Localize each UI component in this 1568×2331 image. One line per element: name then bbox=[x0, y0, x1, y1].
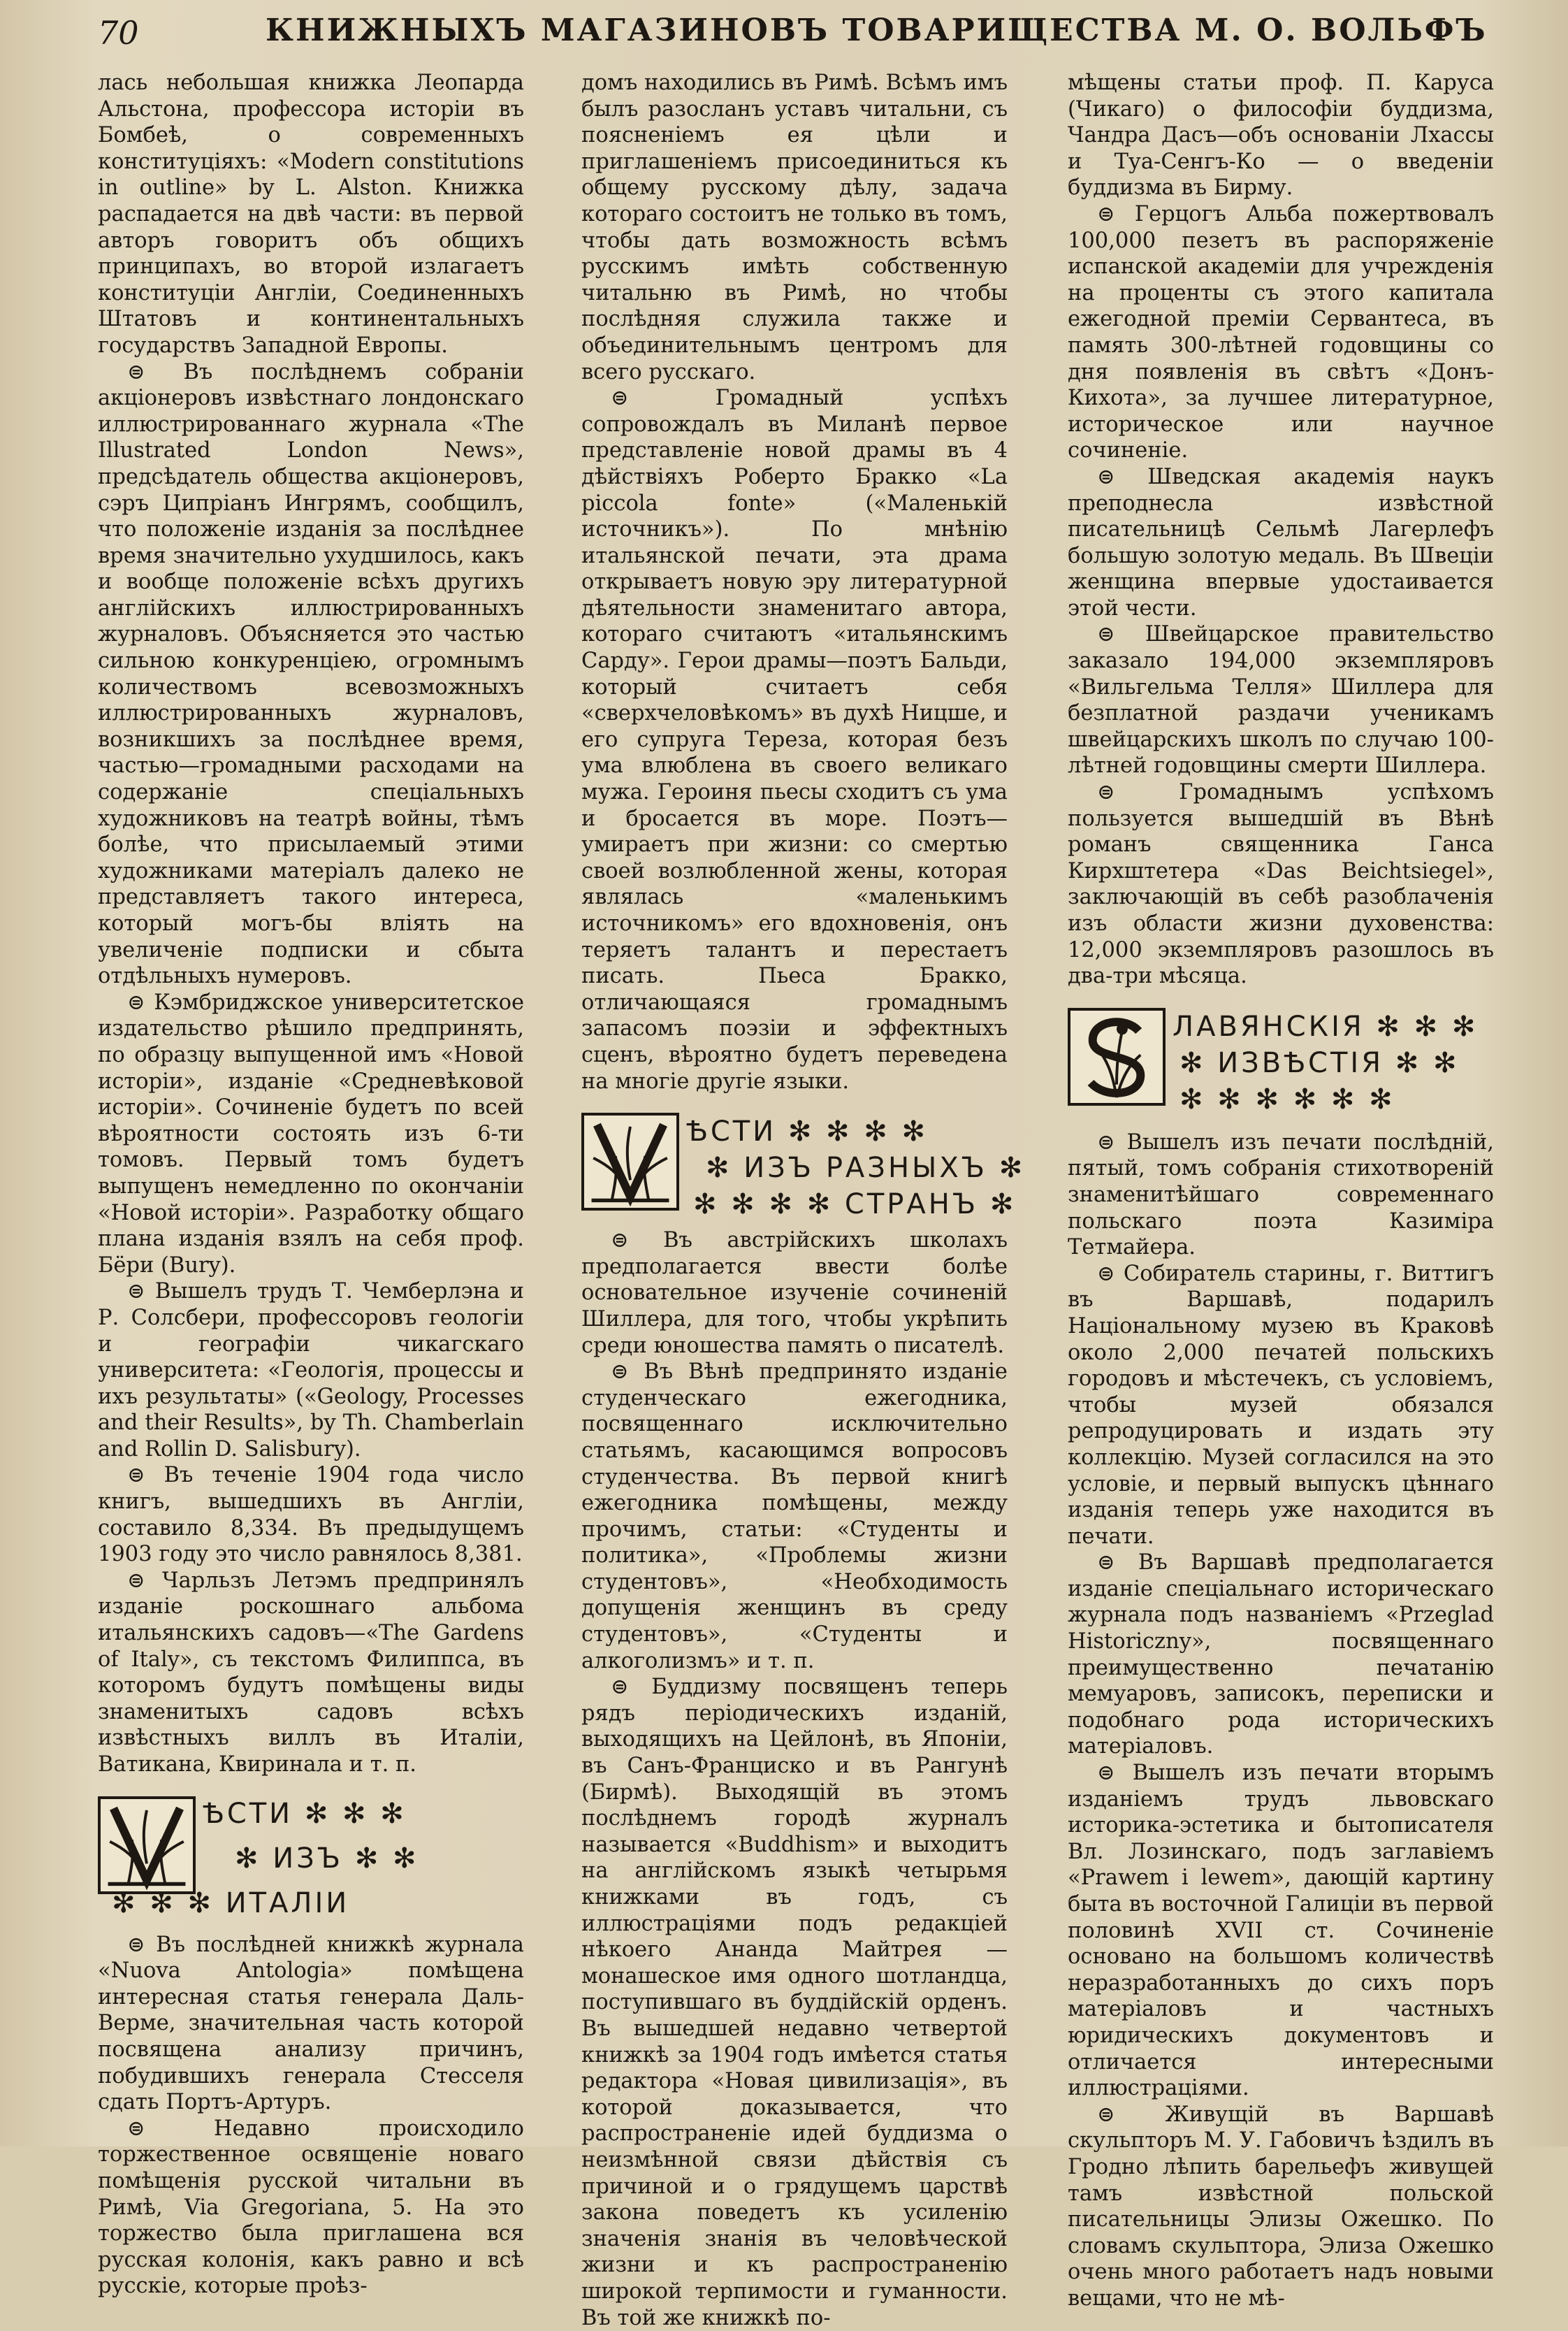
paragraph: ⊜ Буддизму посвященъ теперь рядъ періодическихъ изданій, выходящихъ на Цейлонѣ, въ Японіи, въ Санъ-Франциско и въ Рангунѣ (Бирмѣ). Выходящій въ этомъ послѣднемъ городѣ журналъ называется «Buddhism» и выходитъ на англійскомъ языкѣ четырьмя книжками въ годъ, съ иллюстраціями подъ редакціей нѣкоего Ананда Майтрея — монашеское имя одного шотландца, поступившаго въ буддійскій орденъ. Въ вышедшей недавно четвертой книжкѣ за 1904 годъ имѣется статья редактора «Новая цивилизація», въ которой доказывается, что распространеніе идей буддизма о неизмѣнной связи дѣйствія съ причиной и о грядущемъ царствѣ закона поведетъ къ усиленію значенія знанія въ человѣческой жизни и къ распространенію широкой терпимости и гуманности. Въ той же книжкѣ по- bbox=[581, 1675, 1008, 2330]
heading-line: ✻ ИЗЪ РАЗНЫХЪ ✻ bbox=[706, 1152, 1026, 1185]
paragraph: ⊜ Чарльзъ Летэмъ предпринялъ изданіе роскошнаго альбома итальянскихъ садовъ—«The Gardens of Italy», съ текстомъ Филиппса, въ которомъ будутъ помѣщены виды знаменитыхъ садовъ всѣхъ извѣстныхъ виллъ въ Италіи, Ватикана, Квиринала и т. п. bbox=[98, 1568, 524, 1777]
heading-line: ✻ ✻ ✻ ✻ СТРАНЪ ✻ bbox=[693, 1188, 1017, 1221]
paragraph: ⊜ Вышелъ изъ печати послѣдній, пятый, томъ собранія стихотвореній знаменитѣйшаго современнаго польскаго поэта Казиміра Тетмайера. bbox=[1068, 1130, 1494, 1260]
heading-line: ѢСТИ ✻ ✻ ✻ ✻ bbox=[686, 1116, 929, 1148]
paragraph: ⊜ Въ Вѣнѣ предпринято изданіе студенческаго ежегодника, посвященнаго исключительно статьямъ, касающимся вопросовъ студенчества. Въ первой книгѣ ежегодника помѣщены, между прочимъ, статьи: «Студенты и политика», «Проблемы жизни студентовъ», «Необходимость допущенія женщинъ въ среду студентовъ», «Студенты и алкоголизмъ» и т. п. bbox=[581, 1359, 1008, 1673]
paragraph: ⊜ Швейцарское правительство заказало 194,000 экземпляровъ «Вильгельма Телля» Шиллера для безплатной раздачи ученикамъ швейцарскихъ школъ по случаю 100-лѣтней годовщины смерти Шиллера. bbox=[1068, 622, 1494, 779]
section-heading-various-countries bbox=[581, 1102, 1026, 1221]
column-left bbox=[98, 70, 524, 2299]
heading-line: ✻ ИЗЪ ✻ ✻ bbox=[235, 1842, 419, 1875]
paragraph: ⊜ Герцогъ Альба пожертвовалъ 100,000 пезетъ въ распоряженіе испанской академіи для учрежденія на проценты съ этого капитала ежегодной преміи Сервантеса, въ память 300-лѣтней годовщины со дня появленія въ свѣтъ «Донъ-Кихота», за лучшее литературное, историческое или научное сочиненіе. bbox=[1068, 201, 1494, 463]
paragraph: ⊜ Недавно происходило торжественное освященіе новаго помѣщенія русской читальни въ Римѣ, Via Gregoriana, 5. На это торжество была приглашена вся русская колонія, какъ равно и всѣ русскіе, которые проѣз- bbox=[98, 2116, 524, 2299]
heading-line: ѢСТИ ✻ ✻ ✻ bbox=[203, 1797, 407, 1830]
section-heading-slavic-news bbox=[1068, 997, 1494, 1123]
paragraph: ⊜ Въ Варшавѣ предполагается изданіе спеціальнаго историческаго журнала подъ названіемъ «Przeglad Historiczny», посвященнаго преимущественно печатанію мемуаровъ, записокъ, переписки и подобнаго рода историческихъ матеріаловъ. bbox=[1068, 1550, 1494, 1759]
ornament-initial-s-icon bbox=[1068, 1008, 1166, 1106]
heading-line: ✻ ИЗВѢСТІЯ ✻ ✻ bbox=[1179, 1046, 1460, 1079]
ornament-initial-v-icon bbox=[98, 1796, 196, 1894]
paragraph: ⊜ Въ теченіе 1904 года число книгъ, вышедшихъ въ Англіи, составило 8,334. Въ предыдущемъ 1903 году это число равнялось 8,381. bbox=[98, 1463, 524, 1567]
paragraph: ⊜ Вышелъ трудъ Т. Чемберлэна и Р. Солсбери, профессоровъ геологіи и географіи чикагскаго университета: «Геологія, процессы и ихъ результаты» («Geology, Processes and their Results», by Th. Chamberlain and Rollin D. Salisbury). bbox=[98, 1279, 524, 1462]
paragraph: ⊜ Въ послѣдней книжкѣ журнала «Nuova Antologia» помѣщена интересная статья генерала Даль-Верме, значительная часть которой посвящена анализу причинъ, побудившихъ генерала Стесселя сдать Портъ-Артуръ. bbox=[98, 1932, 524, 2115]
paragraph: ⊜ Въ послѣднемъ собраніи акціонеровъ извѣстнаго лондонскаго иллюстрированнаго журнала «The Illustrated London News», предсѣдатель общества акціонеровъ, сэръ Ципріанъ Ингрямъ, сообщилъ, что положеніе изданія за послѣднее время значительно ухудшилось, какъ и вообще положеніе всѣхъ другихъ англійскихъ иллюстрированныхъ журналовъ. Объясняется это частью сильною конкуренціею, огромнымъ количествомъ всевозможныхъ иллюстрированныхъ журналовъ, возникшихъ за послѣднее время, частью—громадными расходами на содержаніе спеціальныхъ художниковъ на театрѣ войны, тѣмъ болѣе, что присылаемый этими художниками матеріалъ далеко не представляетъ такого интереса, который могъ-бы вліять на увеличеніе подписки и сбыта отдѣльныхъ нумеровъ. bbox=[98, 359, 524, 989]
column-right bbox=[1068, 70, 1494, 2311]
section-heading-italy bbox=[98, 1785, 524, 1925]
paragraph: мѣщены статьи проф. П. Каруса (Чикаго) о философіи буддизма, Чандра Дасъ—объ основаніи Лхассы и Туа-Сенгъ-Ко — о введеніи буддизма въ Бирму. bbox=[1068, 71, 1494, 201]
paragraph: ⊜ Шведская академія наукъ преподнесла извѣстной писательницѣ Сельмѣ Лагерлефъ большую золотую медаль. Въ Швеціи женщина впервые удостаивается этой чести. bbox=[1068, 464, 1494, 621]
paragraph: ⊜ Громадный успѣхъ сопровождалъ въ Миланѣ первое представленіе новой драмы въ 4 дѣйствіяхъ Роберто Бракко «La piccola fonte» («Маленькій источникъ»). По мнѣнію итальянской печати, эта драма открываетъ новую эру литературной дѣятельности знаменитаго автора, котораго считаютъ «итальянскимъ Сарду». Герои драмы—поэтъ Бальди, который считаетъ себя «сверхчеловѣкомъ» въ духѣ Ницше, и его супруга Тереза, которая безъ ума влюблена въ своего великаго мужа. Героиня пьесы сходитъ съ ума и бросается въ море. Поэтъ—умираетъ при жизни: со смертью своей возлюбленной жены, которая являлась «маленькимъ источникомъ» его вдохновенія, онъ теряетъ талантъ и перестаетъ писать. Пьеса Бракко, отличающаяся громаднымъ запасомъ поэзіи и эффектныхъ сценъ, вѣроятно будетъ переведена на многіе другіе языки. bbox=[581, 386, 1008, 1094]
paragraph: ⊜ Вышелъ изъ печати вторымъ изданіемъ трудъ львовскаго историка-эстетика и бытописателя Вл. Лозинскаго, подъ заглавіемъ «Prawem i lewem», дающій картину быта въ восточной Галиціи въ первой половинѣ XVII ст. Сочиненіе основано на большомъ количествѣ неразработанныхъ до сихъ поръ матеріаловъ и частныхъ юридическихъ документовъ и отличается интересными иллюстраціями. bbox=[1068, 1761, 1494, 2101]
page-header bbox=[98, 10, 1537, 59]
paragraph: ⊜ Кэмбриджское университетское издательство рѣшило предпринять, по образцу выпущенной имъ «Новой исторіи», изданіе «Средневѣковой исторіи». Сочиненіе будетъ по всей вѣроятности состоять изъ 6-ти томовъ. Первый томъ будетъ выпущенъ немедленно по окончаніи «Новой исторіи». Разработку общаго плана изданія взялъ на себя проф. Бёри (Bury). bbox=[98, 990, 524, 1278]
paragraph: лась небольшая книжка Леопарда Альстона, профессора исторіи въ Бомбеѣ, о современныхъ конституціяхъ: «Modern constitutions in outline» by L. Alston. Книжка распадается на двѣ части: въ первой авторъ говоритъ объ общихъ принципахъ, во второй излагаетъ конституціи Англіи, Соединенныхъ Штатовъ и континентальныхъ государствъ Западной Европы. bbox=[98, 71, 524, 358]
heading-line: ЛАВЯНСКІЯ ✻ ✻ ✻ bbox=[1173, 1010, 1479, 1043]
page-number: 70 bbox=[98, 14, 139, 52]
heading-line: ✻ ✻ ✻ ИТАЛІИ bbox=[112, 1886, 350, 1919]
paragraph: ⊜ Собиратель старины, г. Виттигъ въ Варшавѣ, подарилъ Національному музею въ Краковѣ около 2,000 печатей польскихъ городовъ и мѣстечекъ, съ условіемъ, чтобы музей обязался репродуцировать и издать эту коллекцію. Музей согласился на это условіе, и первый выпускъ цѣннаго изданія теперь уже находится въ печати. bbox=[1068, 1261, 1494, 1549]
paragraph: ⊜ Громаднымъ успѣхомъ пользуется вышедшій въ Вѣнѣ романъ священника Ганса Кирхштетера «Das Beichtsiegel», заключающій въ себѣ разоблаченія изъ области жизни духовенства: 12,000 экземпляровъ разошлось въ два-три мѣсяца. bbox=[1068, 780, 1494, 989]
ornament-initial-v-icon bbox=[581, 1113, 679, 1211]
running-title: КНИЖНЫХЪ МАГАЗИНОВЪ ТОВАРИЩЕСТВА М. О. ВОЛЬФЪ bbox=[266, 13, 1488, 48]
paragraph: ⊜ Въ австрійскихъ школахъ предполагается ввести болѣе основательное изученіе сочиненій Шиллера, для того, чтобы укрѣпить среди юношества память о писателѣ. bbox=[581, 1228, 1008, 1358]
paragraph: ⊜ Живущій въ Варшавѣ скульпторъ М. У. Габовичъ ѣздилъ въ Гродно лѣпить барельефъ живущей тамъ извѣстной польской писательницы Элизы Ожешко. По словамъ скульптора, Элиза Ожешко очень много работаетъ надъ новыми вещами, что не мѣ- bbox=[1068, 2102, 1494, 2311]
column-middle bbox=[581, 70, 1026, 2330]
paragraph: домъ находились въ Римѣ. Всѣмъ имъ былъ разосланъ уставъ читальни, съ поясненіемъ ея цѣли и приглашеніемъ присоединиться къ общему русскому дѣлу, задача котораго состоитъ не только въ томъ, чтобы дать возможность всѣмъ русскимъ имѣть собственную читальню въ Римѣ, но чтобы послѣдняя служила также и объединительнымъ центромъ для всего русскаго. bbox=[581, 71, 1008, 384]
heading-line: ✻ ✻ ✻ ✻ ✻ ✻ bbox=[1179, 1083, 1395, 1116]
